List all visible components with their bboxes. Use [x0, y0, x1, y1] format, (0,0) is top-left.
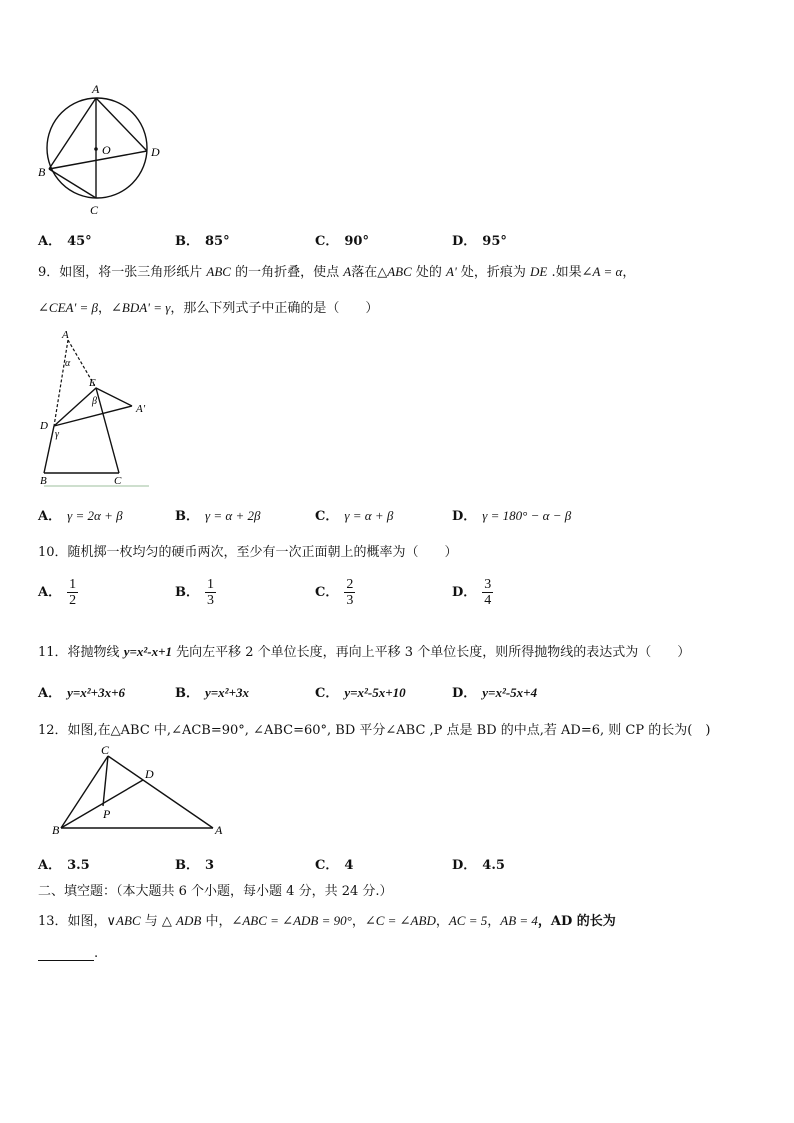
q12-triangle-figure [48, 742, 238, 838]
q8-circle-figure [34, 78, 174, 218]
fig12-label-D: D [145, 767, 154, 781]
q9-fold-figure [34, 326, 159, 488]
label-C: C [90, 203, 99, 217]
q11-option-b[interactable]: B． y=x²+3x [175, 685, 249, 701]
q10-option-c[interactable]: C． $\frac{2}{3}$ [315, 577, 354, 608]
q9-stem-line2: ∠CEA' = β，∠BDA' = γ，那么下列式子中正确的是（ ） [38, 300, 379, 316]
q8-option-d[interactable]: D． 95° [452, 234, 507, 249]
q9-option-d[interactable]: D． γ = 180° − α − β [452, 508, 572, 524]
q11-option-d[interactable]: D． y=x²-5x+4 [452, 685, 538, 701]
q9-option-a[interactable]: A． γ = 2α + β [38, 508, 123, 524]
section-title: 二、填空题：（本大题共 6 个小题，每小题 4 分，共 24 分.） [38, 884, 393, 899]
fig12-label-C: C [101, 743, 110, 757]
q12-option-d[interactable]: D． 4.5 [452, 858, 505, 873]
label-A: A [92, 82, 100, 96]
fig9-label-B: B [40, 475, 47, 487]
fig12-label-B: B [52, 823, 60, 837]
fig9-label-beta: β [92, 396, 97, 407]
q12-option-b[interactable]: B． 3 [175, 858, 215, 873]
q10-option-d[interactable]: D． $\frac{3}{4}$ [452, 577, 492, 608]
q13-answer-blank[interactable]: . [38, 946, 98, 961]
q10-option-b[interactable]: B． $\frac{1}{3}$ [175, 577, 214, 608]
fig12-label-P: P [103, 807, 111, 821]
q12-option-a[interactable]: A． 3.5 [38, 858, 90, 873]
fig9-label-gamma: γ [55, 429, 59, 440]
q8-option-b[interactable]: B． 85° [175, 234, 230, 249]
q9-option-b[interactable]: B． γ = α + 2β [175, 508, 261, 524]
fig9-label-D: D [40, 420, 48, 432]
q12-option-c[interactable]: C． 4 [315, 858, 354, 873]
q10-stem: 10．随机掷一枚均匀的硬币两次，至少有一次正面朝上的概率为（ ） [38, 545, 458, 560]
fig9-label-A: A [62, 329, 69, 341]
fig9-label-C: C [114, 475, 122, 487]
fig9-label-E: E [89, 377, 96, 389]
label-B: B [38, 165, 46, 179]
fig12-label-A: A [215, 823, 223, 837]
q8-option-a[interactable]: A． 45° [38, 234, 92, 249]
q11-stem: 11．将抛物线 y=x²-x+1 先向左平移 2 个单位长度，再向上平移 3 个单位长度，则所得抛物线的表达式为（ ） [38, 644, 691, 660]
q9-stem-line1: 9．如图，将一张三角形纸片 ABC 的一角折叠，使点 A落在△ABC 处的 A' 处，折痕为 DE .如果∠A = α， [38, 264, 636, 280]
fig9-label-Aprime: A' [136, 403, 146, 415]
q8-option-c[interactable]: C． 90° [315, 234, 369, 249]
label-D: D [151, 145, 160, 159]
q11-option-a[interactable]: A． y=x²+3x+6 [38, 685, 125, 701]
q12-stem: 12．如图,在△ABC 中,∠ACB=90°, ∠ABC=60°, BD 平分∠ABC ,P 点是 BD 的中点,若 AD=6, 则 CP 的长为( ) [38, 723, 711, 738]
fig9-label-alpha: α [65, 358, 71, 369]
q13-stem: 13．如图，∨ABC 与 △ ADB 中，∠ABC = ∠ADB = 90°，∠C = ∠ABD，AC = 5，AB = 4，AD 的长为 [38, 913, 616, 929]
label-O: O [102, 143, 111, 157]
q9-option-c[interactable]: C． γ = α + β [315, 508, 394, 524]
q10-option-a[interactable]: A． $\frac{1}{2}$ [38, 577, 77, 608]
q11-option-c[interactable]: C． y=x²-5x+10 [315, 685, 406, 701]
